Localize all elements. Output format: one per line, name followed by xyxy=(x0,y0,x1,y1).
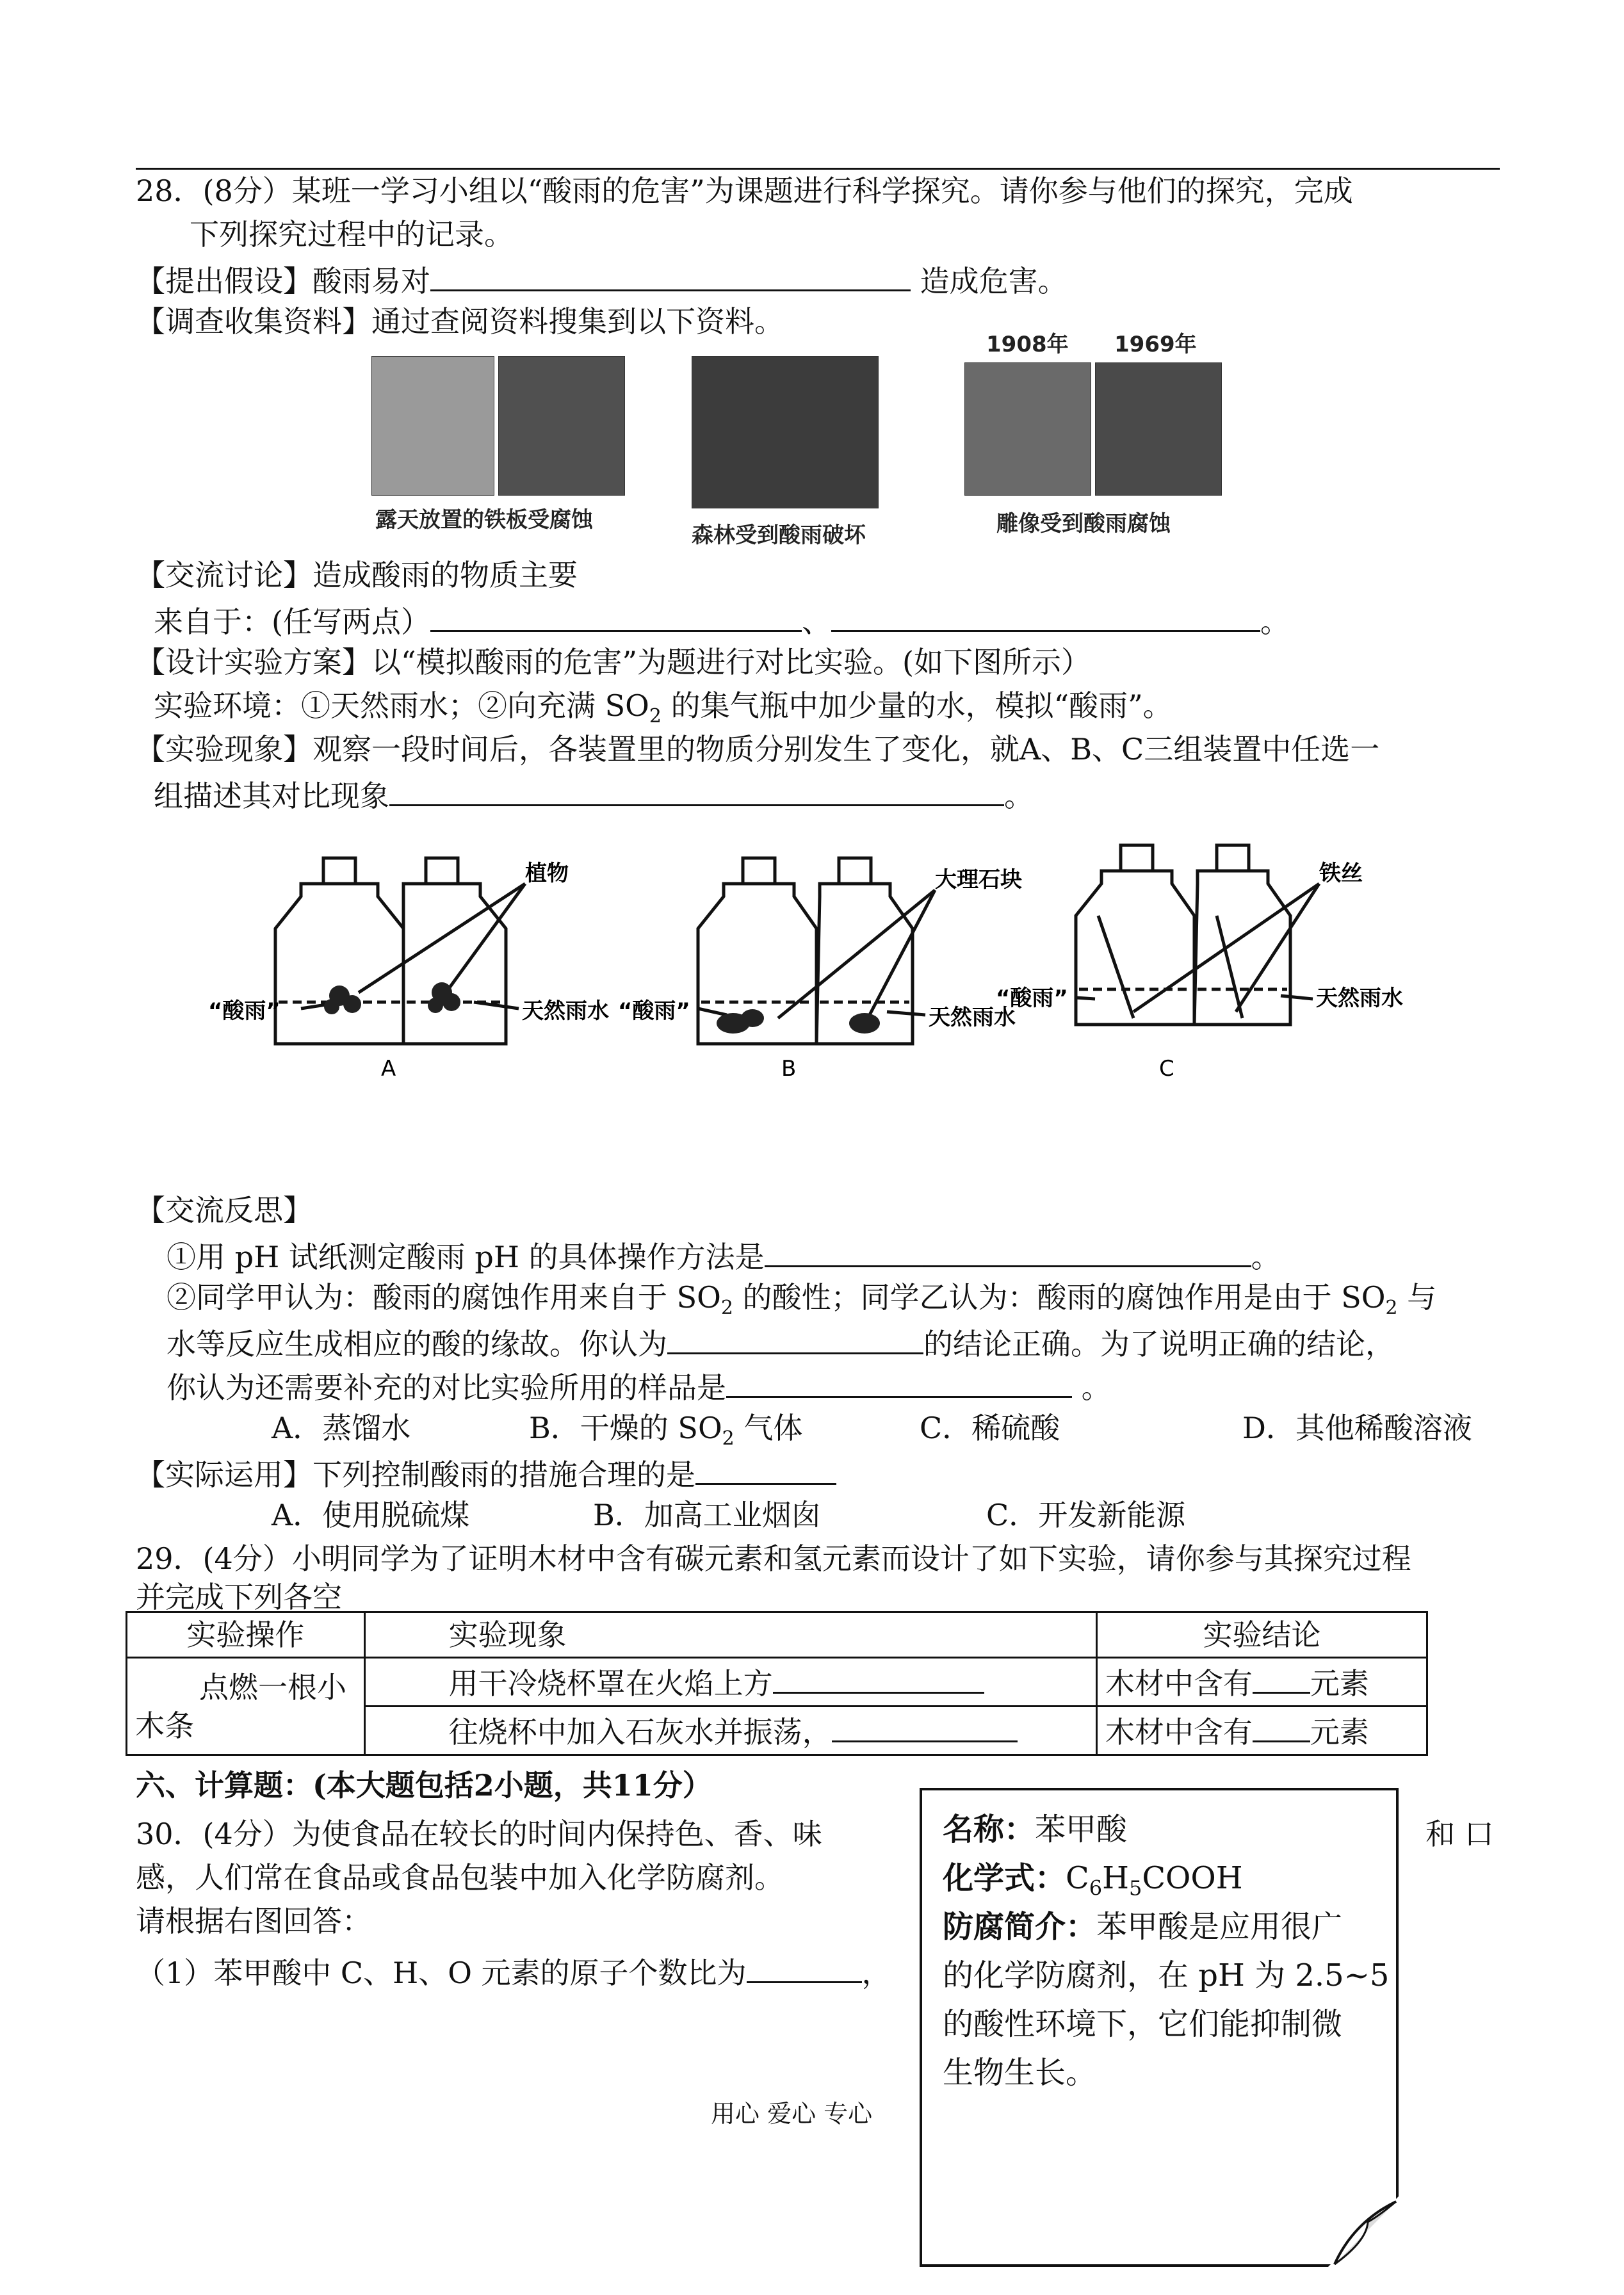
reflection-2-line2-a: 水等反应生成相应的酸的缘故。你认为 xyxy=(166,1327,667,1361)
benzoic-acid-note xyxy=(920,1788,1399,2267)
q28-line2: 下列探究过程中的记录。 xyxy=(190,217,514,252)
experiment-figure xyxy=(192,832,1409,1101)
photo-iron-plate-before xyxy=(371,356,494,496)
note-formula-label: 化学式： xyxy=(943,1860,1066,1896)
label-natural-rain-b: 天然雨水 xyxy=(929,1005,1016,1030)
option-b-text: B．干燥的 SO xyxy=(529,1411,722,1445)
q28-reflection-1 xyxy=(166,1235,1281,1276)
q30-line2: 感，人们常在食品或食品包装中加入化学防腐剂。 xyxy=(136,1860,784,1895)
bottle-a-acid xyxy=(275,858,403,1044)
environment-text: 实验环境：①天然雨水；②向充满 SO xyxy=(154,688,649,723)
photo-iron-plate-corroded xyxy=(498,356,625,496)
note-formula xyxy=(943,1857,1243,1910)
year-1969: 1969年 xyxy=(1114,332,1197,357)
caption-iron-plate: 露天放置的铁板受腐蚀 xyxy=(375,507,593,533)
q28-design xyxy=(136,643,1091,681)
hypothesis-blank[interactable] xyxy=(430,259,911,291)
reflection-2-a: ②同学甲认为：酸雨的腐蚀作用来自于 SO xyxy=(166,1280,721,1315)
note-name xyxy=(943,1808,1127,1851)
reflection-2-b: 的酸性；同学乙认为：酸雨的腐蚀作用是由于 SO xyxy=(733,1280,1386,1315)
top-rule xyxy=(136,168,1500,170)
reflection-2-blank-2[interactable] xyxy=(726,1365,1072,1398)
cell-phenomenon-1 xyxy=(364,1658,1096,1707)
survey-text: 通过查阅资料搜集到以下资料。 xyxy=(371,304,784,339)
formula-c: C xyxy=(1066,1860,1089,1896)
label-natural-rain-c: 天然雨水 xyxy=(1316,985,1403,1011)
discussion-line2-text: 来自于：(任写两点） xyxy=(154,604,430,639)
conclusion-1-end: 元素 xyxy=(1310,1666,1369,1701)
reflection-2-line2-b: 的结论正确。为了说明正确的结论， xyxy=(923,1327,1395,1361)
cell-conclusion-1 xyxy=(1096,1658,1427,1707)
application-blank[interactable] xyxy=(695,1452,836,1485)
caption-forest: 森林受到酸雨破坏 xyxy=(692,523,866,548)
conclusion-2-blank[interactable] xyxy=(1253,1710,1310,1742)
cell-conclusion-2 xyxy=(1096,1707,1427,1755)
label-group-a: A xyxy=(381,1056,396,1082)
option-a: A．蒸馏水 xyxy=(272,1411,411,1445)
table-header-row xyxy=(127,1612,1427,1658)
q28-application xyxy=(136,1452,836,1494)
phenomenon-end: 。 xyxy=(1004,779,1034,813)
caption-statue: 雕像受到酸雨腐蚀 xyxy=(996,511,1171,537)
note-intro-4: 生物生长。 xyxy=(943,2055,1097,2091)
conclusion-1-blank[interactable] xyxy=(1253,1661,1310,1694)
reflection-2-c: 与 xyxy=(1397,1280,1437,1315)
option-d: D．其他稀酸溶液 xyxy=(1242,1411,1472,1445)
label-group-c: C xyxy=(1159,1056,1174,1082)
reflection-2-line3-text: 你认为还需要补充的对比实验所用的样品是 xyxy=(166,1370,726,1405)
q30-line3: 请根据右图回答： xyxy=(136,1904,371,1938)
formula-rest: COOH xyxy=(1142,1860,1243,1896)
note-intro-text-1: 苯甲酸是应用很广 xyxy=(1096,1909,1343,1945)
note-intro-label: 防腐简介： xyxy=(943,1909,1097,1945)
label-acid-rain-a: “酸雨” xyxy=(208,998,280,1024)
phenomenon-1-text: 用干冷烧杯罩在火焰上方 xyxy=(448,1666,773,1701)
application-option-a: A．使用脱硫煤 xyxy=(272,1498,470,1532)
footer-text: 用心 爱心 专心 xyxy=(711,2100,873,2128)
header-phenomenon: 实验现象 xyxy=(364,1612,1096,1658)
photo-statue-1908 xyxy=(964,362,1091,496)
q30-line4-text: （1）苯甲酸中 C、H、O 元素的原子个数比为 xyxy=(136,1956,747,1990)
q29-line1: 29．(4分）小明同学为了证明木材中含有碳元素和氢元素而设计了如下实验，请你参与其探究过程 xyxy=(136,1541,1411,1576)
q29-line2: 并完成下列各空 xyxy=(136,1580,342,1614)
option-b xyxy=(529,1409,802,1458)
header-operation: 实验操作 xyxy=(127,1612,365,1658)
environment-text-2: 的集气瓶中加少量的水，模拟“酸雨”。 xyxy=(661,688,1173,723)
photo-forest xyxy=(692,356,879,508)
formula-sub-5: 5 xyxy=(1128,1876,1142,1901)
cell-operation xyxy=(127,1658,365,1755)
note-name-value: 苯甲酸 xyxy=(1035,1812,1128,1847)
q28-environment xyxy=(154,686,1173,736)
q28-reflection-label: 【交流反思】 xyxy=(136,1193,313,1228)
phenomenon-1-blank[interactable] xyxy=(773,1661,984,1694)
phenomenon-label: 【实验现象】 xyxy=(136,732,313,766)
discussion-sep: 、 xyxy=(801,604,831,639)
design-label: 【设计实验方案】 xyxy=(136,645,371,679)
bottle-a-natural xyxy=(403,858,506,1044)
note-intro-1 xyxy=(943,1906,1342,1948)
q30-line4-end: ， xyxy=(861,1956,891,1990)
option-c: C．稀硫酸 xyxy=(920,1411,1060,1445)
q28-reflection-2-line3 xyxy=(166,1365,1111,1407)
phenomenon-2-blank[interactable] xyxy=(832,1710,1018,1742)
conclusion-1-text: 木材中含有 xyxy=(1105,1666,1253,1701)
design-text: 以“模拟酸雨的危害”为题进行对比实验。(如下图所示） xyxy=(371,645,1091,679)
phenomenon-text: 观察一段时间后，各装置里的物质分别发生了变化，就A、B、C三组装置中任选一 xyxy=(313,732,1380,766)
q30-line1-end: 和 口 xyxy=(1425,1817,1494,1851)
hypothesis-end: 造成危害。 xyxy=(920,264,1068,298)
operation-line1: 点燃一根小 xyxy=(199,1669,346,1705)
application-option-c: C．开发新能源 xyxy=(986,1498,1186,1532)
section-6-title: 六、计算题：(本大题包括2小题，共11分） xyxy=(136,1768,712,1803)
header-conclusion: 实验结论 xyxy=(1096,1612,1427,1658)
q28-discussion xyxy=(136,556,578,594)
q30-line1: 30．(4分）为使食品在较长的时间内保持色、香、味 xyxy=(136,1817,822,1851)
hypothesis-label: 【提出假设】 xyxy=(136,264,313,298)
label-plant: 植物 xyxy=(525,861,569,886)
discussion-label: 【交流讨论】 xyxy=(136,558,313,592)
label-natural-rain-a: 天然雨水 xyxy=(522,998,609,1024)
option-b-text-2: 气体 xyxy=(734,1411,803,1445)
discussion-text: 造成酸雨的物质主要 xyxy=(313,558,578,592)
phenomenon-line2-text: 组描述其对比现象 xyxy=(154,779,389,813)
so2-sub-1: 2 xyxy=(720,1297,733,1320)
reflection-1-end: 。 xyxy=(1251,1240,1281,1274)
table-row xyxy=(127,1658,1427,1707)
label-marble: 大理石块 xyxy=(935,867,1022,893)
formula-sub-6: 6 xyxy=(1089,1876,1103,1901)
option-b-sub: 2 xyxy=(722,1427,735,1450)
conclusion-2-text: 木材中含有 xyxy=(1105,1715,1253,1749)
survey-label: 【调查收集资料】 xyxy=(136,304,371,339)
q28-phenomenon xyxy=(136,730,1379,768)
q28-survey xyxy=(136,302,784,341)
reflection-2-line3-end: 。 xyxy=(1081,1370,1111,1405)
reflection-1-blank[interactable] xyxy=(765,1235,1251,1267)
environment-sub: 2 xyxy=(649,705,662,728)
q28-reflection-2-line1 xyxy=(166,1278,1436,1327)
discussion-end: 。 xyxy=(1260,604,1290,639)
photo-statue-1969 xyxy=(1095,362,1222,496)
discussion-blank-1[interactable] xyxy=(430,599,802,632)
formula-h: H xyxy=(1102,1860,1129,1896)
q28-discussion-line2 xyxy=(154,599,1290,641)
q28-reflection-2-line2 xyxy=(166,1322,1395,1363)
reflection-1-text: ①用 pH 试纸测定酸雨 pH 的具体操作方法是 xyxy=(166,1240,765,1274)
q28-line1: 28．(8分）某班一学习小组以“酸雨的危害”为课题进行科学探究。请你参与他们的探究，完成 xyxy=(136,174,1353,208)
phenomenon-blank[interactable] xyxy=(389,774,1004,806)
application-option-b: B．加高工业烟囱 xyxy=(593,1498,821,1532)
label-acid-rain-c: “酸雨” xyxy=(996,985,1068,1011)
label-iron-wire: 铁丝 xyxy=(1319,861,1363,886)
cell-phenomenon-2 xyxy=(364,1707,1096,1755)
q28-hypothesis xyxy=(136,259,1068,300)
application-label: 【实际运用】 xyxy=(136,1457,313,1492)
note-curled-corner-icon xyxy=(1328,2196,1399,2267)
conclusion-2-end: 元素 xyxy=(1310,1715,1369,1749)
reflection-2-blank-1[interactable] xyxy=(667,1322,923,1354)
application-text: 下列控制酸雨的措施合理的是 xyxy=(313,1457,695,1492)
label-acid-rain-b: “酸雨” xyxy=(618,998,690,1024)
discussion-blank-2[interactable] xyxy=(831,599,1260,632)
note-intro-2: 的化学防腐剂，在 pH 为 2.5~5 xyxy=(943,1958,1390,1993)
label-group-b: B xyxy=(781,1056,797,1082)
q30-ratio-blank[interactable] xyxy=(747,1950,862,1983)
q28-phenomenon-line2 xyxy=(154,774,1034,815)
note-intro-3: 的酸性环境下，它们能抑制微 xyxy=(943,2006,1343,2042)
hypothesis-text: 酸雨易对 xyxy=(313,264,430,298)
experiment-table xyxy=(126,1611,1428,1756)
q30-line4 xyxy=(136,1950,891,1992)
year-1908: 1908年 xyxy=(986,332,1069,357)
note-name-label: 名称： xyxy=(943,1812,1035,1847)
operation-line2: 木条 xyxy=(135,1708,194,1743)
phenomenon-2-text: 往烧杯中加入石灰水并振荡， xyxy=(448,1715,832,1749)
so2-sub-2: 2 xyxy=(1385,1297,1398,1320)
